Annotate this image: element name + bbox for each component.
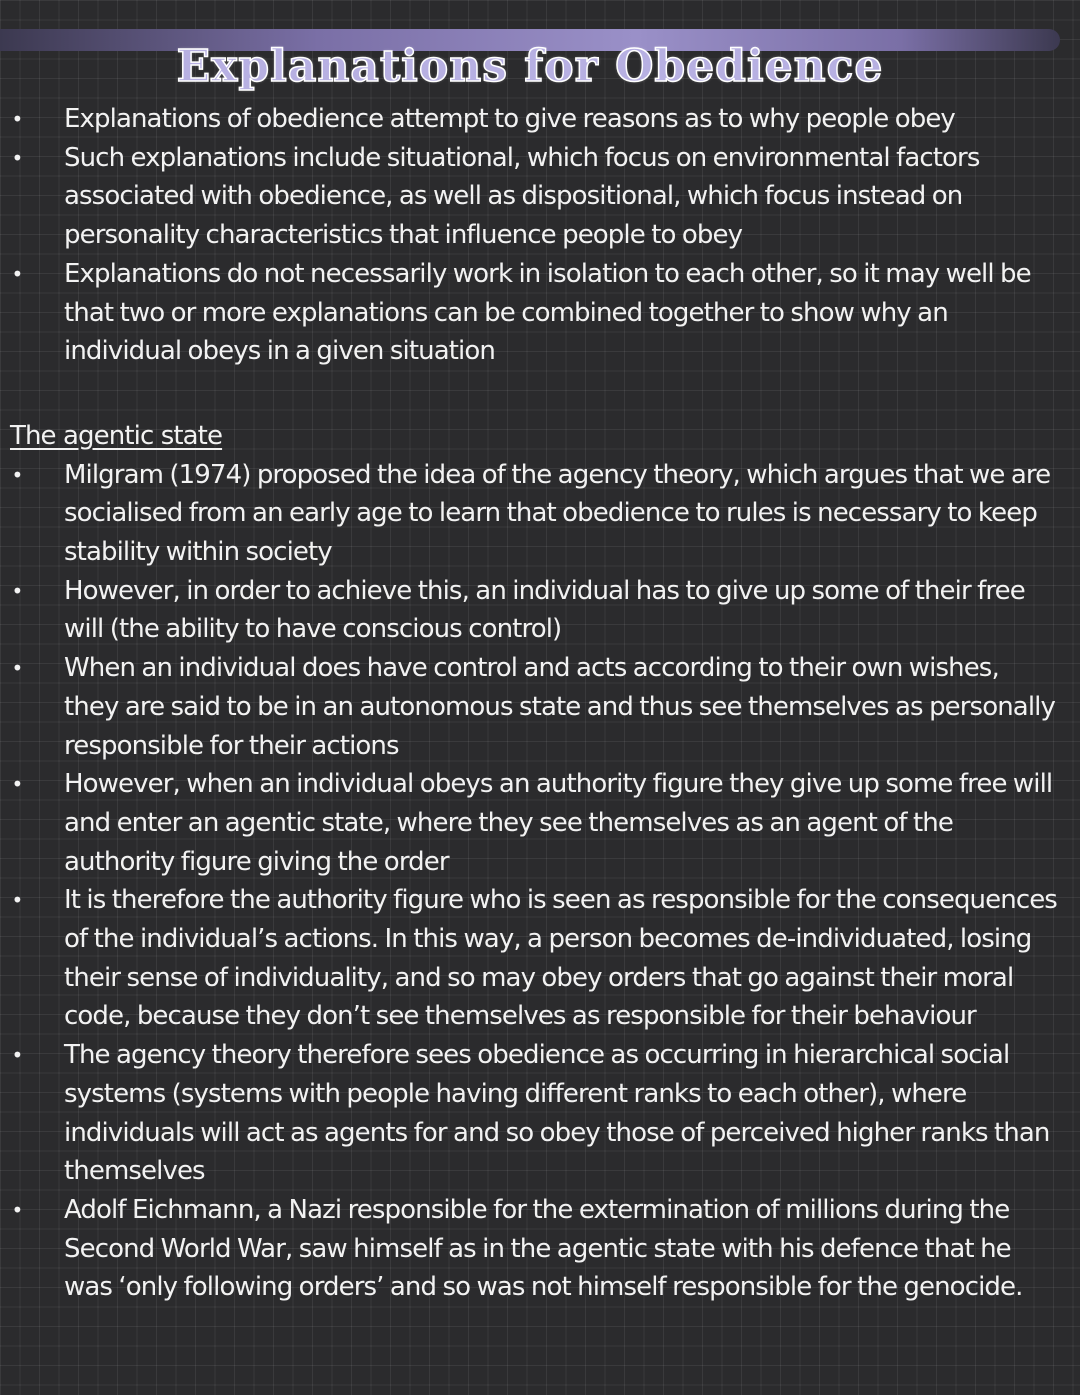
list-item bbox=[0, 765, 1080, 881]
bullet-dot-icon: • bbox=[11, 888, 23, 913]
bullet-dot-icon: • bbox=[11, 656, 23, 681]
list-item bbox=[0, 881, 1080, 1036]
list-item bbox=[0, 255, 1080, 371]
bullet-dot-icon: • bbox=[11, 261, 23, 286]
intro-bullet-list bbox=[0, 100, 1080, 371]
list-item-text: Such explanations include situational, which focus on environmental factors associated with obedience, as well as dispositional, which focus instead on personality characteristics that influence people to obey bbox=[64, 142, 980, 251]
list-item bbox=[0, 139, 1080, 255]
bullet-dot-icon: • bbox=[11, 772, 23, 797]
bullet-dot-icon: • bbox=[11, 1197, 23, 1222]
section-heading-agentic-state: The agentic state bbox=[10, 420, 223, 451]
list-item bbox=[0, 456, 1080, 572]
page-title: Explanations for Obedience bbox=[176, 41, 884, 93]
bullet-dot-icon: • bbox=[11, 578, 23, 603]
list-item-text: Adolf Eichmann, a Nazi responsible for the extermination of millions during the Second World War, saw himself as in the agentic state with his defence that he was ‘only following orders’ and so was not himself responsible for the genocide. bbox=[64, 1194, 1023, 1303]
bullet-dot-icon: • bbox=[11, 462, 23, 487]
agentic-bullet-list bbox=[0, 456, 1080, 1307]
list-item bbox=[0, 1036, 1080, 1191]
list-item bbox=[0, 649, 1080, 765]
notes-content bbox=[0, 100, 1080, 1307]
list-item bbox=[0, 100, 1080, 139]
bullet-dot-icon: • bbox=[11, 1043, 23, 1068]
bullet-dot-icon: • bbox=[11, 107, 23, 131]
list-item-text: However, in order to achieve this, an individual has to give up some of their free will (the ability to have conscious control) bbox=[64, 575, 1025, 645]
list-item bbox=[0, 1191, 1080, 1307]
list-item-text: However, when an individual obeys an authority figure they give up some free will and enter an agentic state, where they see themselves as an agent of the authority figure giving the order bbox=[64, 769, 1053, 877]
list-item-text: The agency theory therefore sees obedience as occurring in hierarchical social systems (systems with people having different ranks to each other), where individuals will act as agents for and so obey those of perceived higher ranks than themselves bbox=[64, 1040, 1050, 1187]
list-item-text: Explanations of obedience attempt to give reasons as to why people obey bbox=[64, 104, 955, 134]
list-item bbox=[0, 572, 1080, 649]
bullet-dot-icon: • bbox=[11, 145, 23, 170]
list-item-text: Milgram (1974) proposed the idea of the agency theory, which argues that we are socialised from an early age to learn that obedience to rules is necessary to keep stability within society bbox=[64, 459, 1051, 568]
list-item-text: It is therefore the authority figure who is seen as responsible for the consequences of the individual’s actions. In this way, a person becomes de-individuated, losing their sense of individuality, and so may obey orders that go against their moral code, because they don’t see themselves as responsible for their behaviour bbox=[64, 885, 1057, 1032]
list-item-text: When an individual does have control and acts according to their own wishes, they are said to be in an autonomous state and thus see themselves as personally responsible for their actions bbox=[64, 653, 1055, 761]
list-item-text: Explanations do not necessarily work in isolation to each other, so it may well be that two or more explanations can be combined together to show why an individual obeys in a given situation bbox=[64, 258, 1031, 367]
